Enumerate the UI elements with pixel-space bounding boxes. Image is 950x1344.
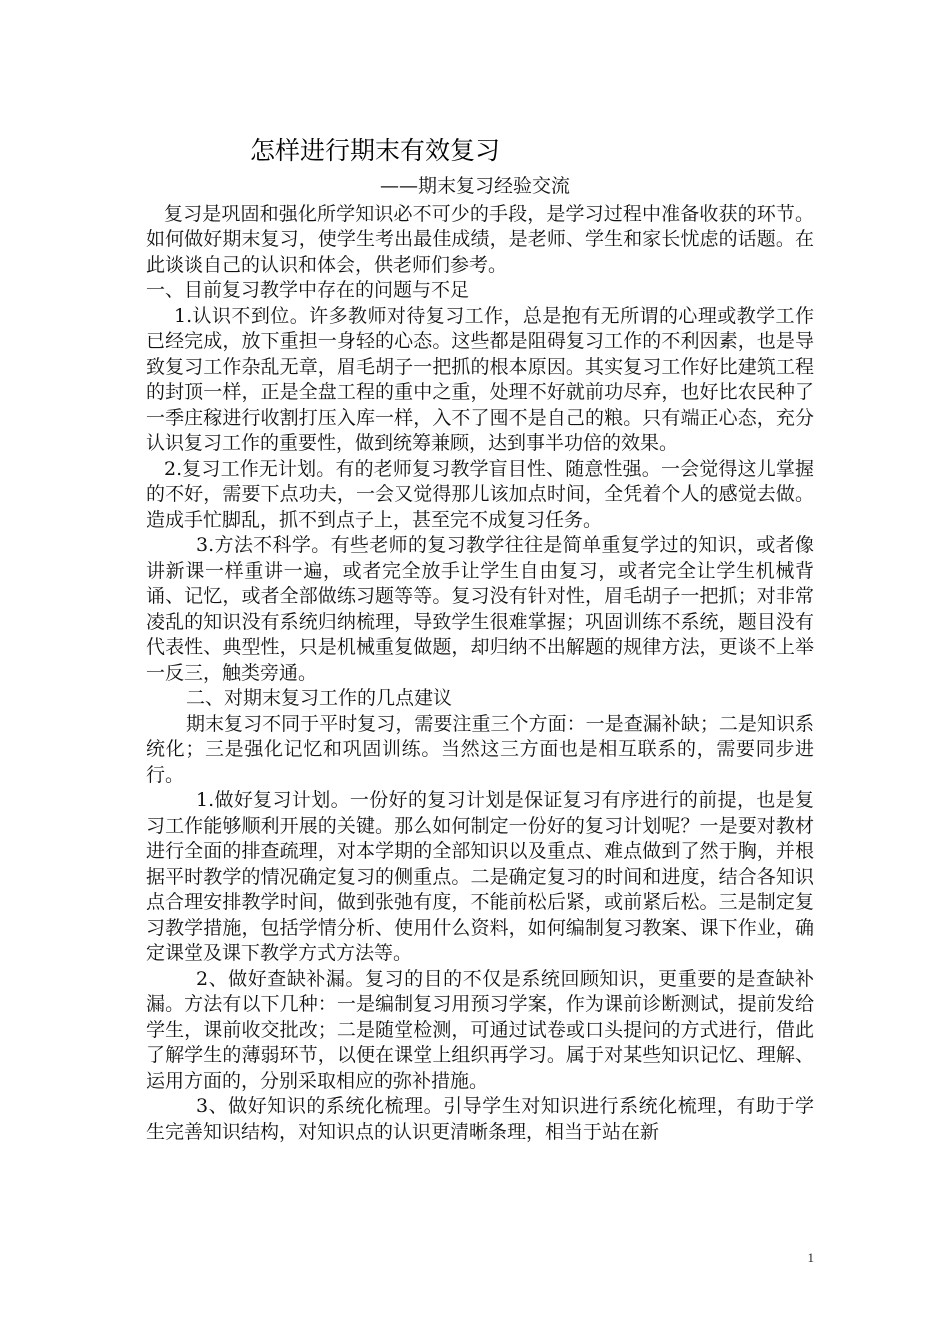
paragraph-point-2: 2.复习工作无计划。有的老师复习教学盲目性、随意性强。一会觉得这儿掌握的不好，需要下点功夫，一会又觉得那儿该加点时间，全凭着个人的感觉去做。造成手忙脚乱，抓不到点子上，甚至完不成复习任务。	[146, 457, 814, 531]
page-number: 1	[807, 1250, 814, 1265]
paragraph-point-1: 1.认识不到位。许多教师对待复习工作，总是抱有无所谓的心理或教学工作已经完成，放下重担一身轻的心态。这些都是阻碍复习工作的不利因素，也是导致复习工作杂乱无章，眉毛胡子一把抓的根本原因。其实复习工作好比建筑工程的封顶一样，正是全盘工程的重中之重，处理不好就前功尽弃，也好比农民种了一季庄稼进行收割打压入库一样，入不了囤不是自己的粮。只有端正心态，充分认识复习工作的重要性，做到统筹兼顾，达到事半功倍的效果。	[146, 304, 814, 454]
paragraph-suggestion-2: 2、做好查缺补漏。复习的目的不仅是系统回顾知识，更重要的是查缺补漏。方法有以下几种：一是编制复习用预习学案，作为课前诊断测试，提前发给学生，课前收交批改；二是随堂检测，可通过试卷或口头提问的方式进行，借此了解学生的薄弱环节，以便在课堂上组织再学习。属于对某些知识记忆、理解、运用方面的，分别采取相应的弥补措施。	[146, 967, 814, 1092]
document-body	[146, 134, 814, 1145]
section-heading-problems: 一、目前复习教学中存在的问题与不足	[146, 279, 470, 301]
section-heading-suggestions: 二、对期末复习工作的几点建议	[186, 687, 453, 709]
intro-paragraph: 复习是巩固和强化所学知识必不可少的手段，是学习过程中准备收获的环节。如何做好期末复习，使学生考出最佳成绩，是老师、学生和家长忧虑的话题。在此谈谈自己的认识和体会，供老师们参考。	[146, 202, 814, 276]
paragraph-suggestion-3: 3、做好知识的系统化梳理。引导学生对知识进行系统化梳理，有助于学生完善知识结构，对知识点的认识更清晰条理，相当于站在新	[146, 1095, 814, 1143]
paragraph-point-3: 3.方法不科学。有些老师的复习教学往往是简单重复学过的知识，或者像讲新课一样重讲一遍，或者完全放手让学生自由复习，或者完全让学生机械背诵、记忆，或者全部做练习题等等。复习没有针对性，眉毛胡子一把抓；对非常凌乱的知识没有系统归纳梳理，导致学生很难掌握；巩固训练不系统，题目没有代表性、典型性，只是机械重复做题，却归纳不出解题的规律方法，更谈不上举一反三，触类旁通。	[146, 534, 814, 684]
paragraph-suggestions-intro: 期末复习不同于平时复习，需要注重三个方面：一是查漏补缺；二是知识系统化；三是强化记忆和巩固训练。当然这三方面也是相互联系的，需要同步进行。	[146, 712, 814, 786]
paragraph-suggestion-1: 1.做好复习计划。一份好的复习计划是保证复习有序进行的前提，也是复习工作能够顺利开展的关键。那么如何制定一份好的复习计划呢？一是要对教材进行全面的排查疏理，对本学期的全部知识以及重点、难点做到了然于胸，并根据平时教学的情况确定复习的侧重点。二是确定复习的时间和进度，结合各知识点合理安排教学时间，做到张弛有度，不能前松后紧，或前紧后松。三是制定复习教学措施，包括学情分析、使用什么资料，如何编制复习教案、课下作业，确定课堂及课下教学方式方法等。	[146, 789, 814, 964]
document-subtitle: ——期末复习经验交流	[380, 175, 571, 197]
document-title: 怎样进行期末有效复习	[250, 136, 501, 165]
